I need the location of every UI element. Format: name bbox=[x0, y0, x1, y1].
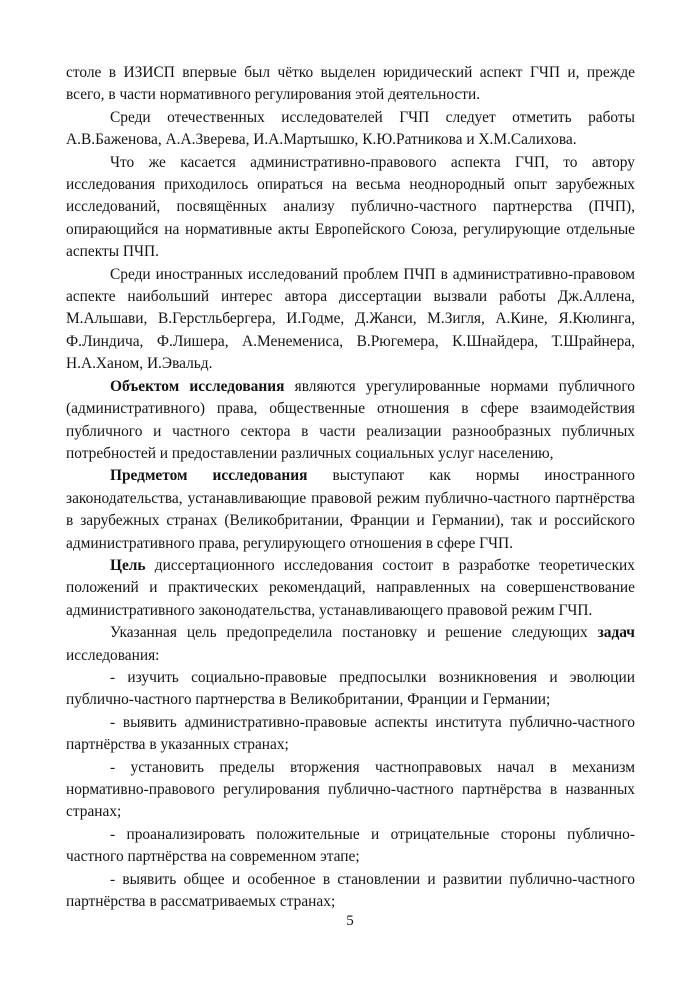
body-text bbox=[66, 62, 635, 913]
paragraph-text: исследования: bbox=[66, 646, 160, 664]
bold-word: задач bbox=[597, 624, 635, 642]
paragraph-foreign-studies bbox=[66, 264, 635, 376]
paragraph-text: диссертационного исследования состоит в разработке теоретических положений и практических рекомендаций, направленных на совершенствование административного законодательства, устанавливающего правовой режим ГЧП. bbox=[66, 556, 635, 619]
paragraph-researchers bbox=[66, 107, 635, 152]
page-number: 5 bbox=[346, 913, 354, 929]
paragraph-tasks-intro bbox=[66, 622, 635, 667]
paragraph-object bbox=[66, 376, 635, 466]
list-item-task bbox=[66, 869, 635, 914]
paragraph-text: Что же касается административно-правового аспекта ГЧП, то автору исследования приходилось опираться на весьма неоднородный опыт зарубежных исследований, посвящённых анализу публично-частного партнерства (ПЧП), опирающийся на нормативные акты Европейского Союза, регулирующие отдельные аспекты ПЧП. bbox=[66, 153, 635, 261]
paragraph-subject bbox=[66, 465, 635, 555]
paragraph-text: - выявить административно-правовые аспекты института публично-частного партнёрства в указанных странах; bbox=[66, 713, 635, 754]
list-item-task bbox=[66, 757, 635, 824]
paragraph-text: - изучить социально-правовые предпосылки возникновения и эволюции публично-частного партнерства в Великобритании, Франции и Германии; bbox=[66, 668, 635, 709]
paragraph-text: Указанная цель предопределила постановку и решение следующих bbox=[110, 624, 598, 642]
bold-lead: Предметом исследования bbox=[110, 467, 308, 485]
paragraph-text: Среди иностранных исследований проблем ПЧП в административно-правовом аспекте наибольший интерес автора диссертации вызвали работы Дж.Аллена, М.Альшави, В.Герстльбергера, И.Годме, Д.Жанси, М.Зигля, А.Кине, Я.Кюлинга, Ф.Линдича, Ф.Лишера, А.Менемениса, В.Рюгемера, К.Шнайдера, Т.Шрайнера, Н.А.Ханом, И.Эвальд. bbox=[66, 265, 635, 373]
list-item-task bbox=[66, 712, 635, 757]
paragraph-text: Среди отечественных исследователей ГЧП следует отметить работы А.В.Баженова, А.А.Зверева, И.А.Мартышко, К.Ю.Ратникова и Х.М.Салихова. bbox=[66, 108, 635, 149]
bold-lead: Цель bbox=[110, 556, 146, 574]
list-item-task bbox=[66, 824, 635, 869]
paragraph-text: - проанализировать положительные и отрицательные стороны публично-частного партнёрства на современном этапе; bbox=[66, 825, 635, 866]
paragraph-text: являются урегулированные нормами публичного (административного) права, общественные отношения в сфере взаимодействия публичного и частного сектора в части реализации разнообразных публичных потребностей и предоставлении различных социальных услуг населению, bbox=[66, 377, 635, 462]
paragraph-text: - выявить общее и особенное в становлении и развитии публично-частного партнёрства в рассматриваемых странах; bbox=[66, 870, 635, 911]
paragraph-goal bbox=[66, 555, 635, 622]
bold-lead: Объектом исследования bbox=[110, 377, 285, 395]
paragraph-text: столе в ИЗИСП впервые был чётко выделен юридический аспект ГЧП и, прежде всего, в части нормативного регулирования этой деятельности. bbox=[66, 64, 635, 104]
list-item-task bbox=[66, 667, 635, 712]
paragraph-text: выступают как нормы иностранного законодательства, устанавливающие правовой режим публично-частного партнёрства в зарубежных странах (Великобритании, Франции и Германии), так и российского административного права, регулирующего отношения в сфере ГЧП. bbox=[66, 467, 636, 552]
paragraph-admin-aspect bbox=[66, 152, 635, 264]
paragraph-continuation bbox=[66, 62, 635, 107]
paragraph-text: - установить пределы вторжения частноправовых начал в механизм нормативно-правового регулирования публично-частного партнёрства в названных странах; bbox=[66, 758, 635, 821]
